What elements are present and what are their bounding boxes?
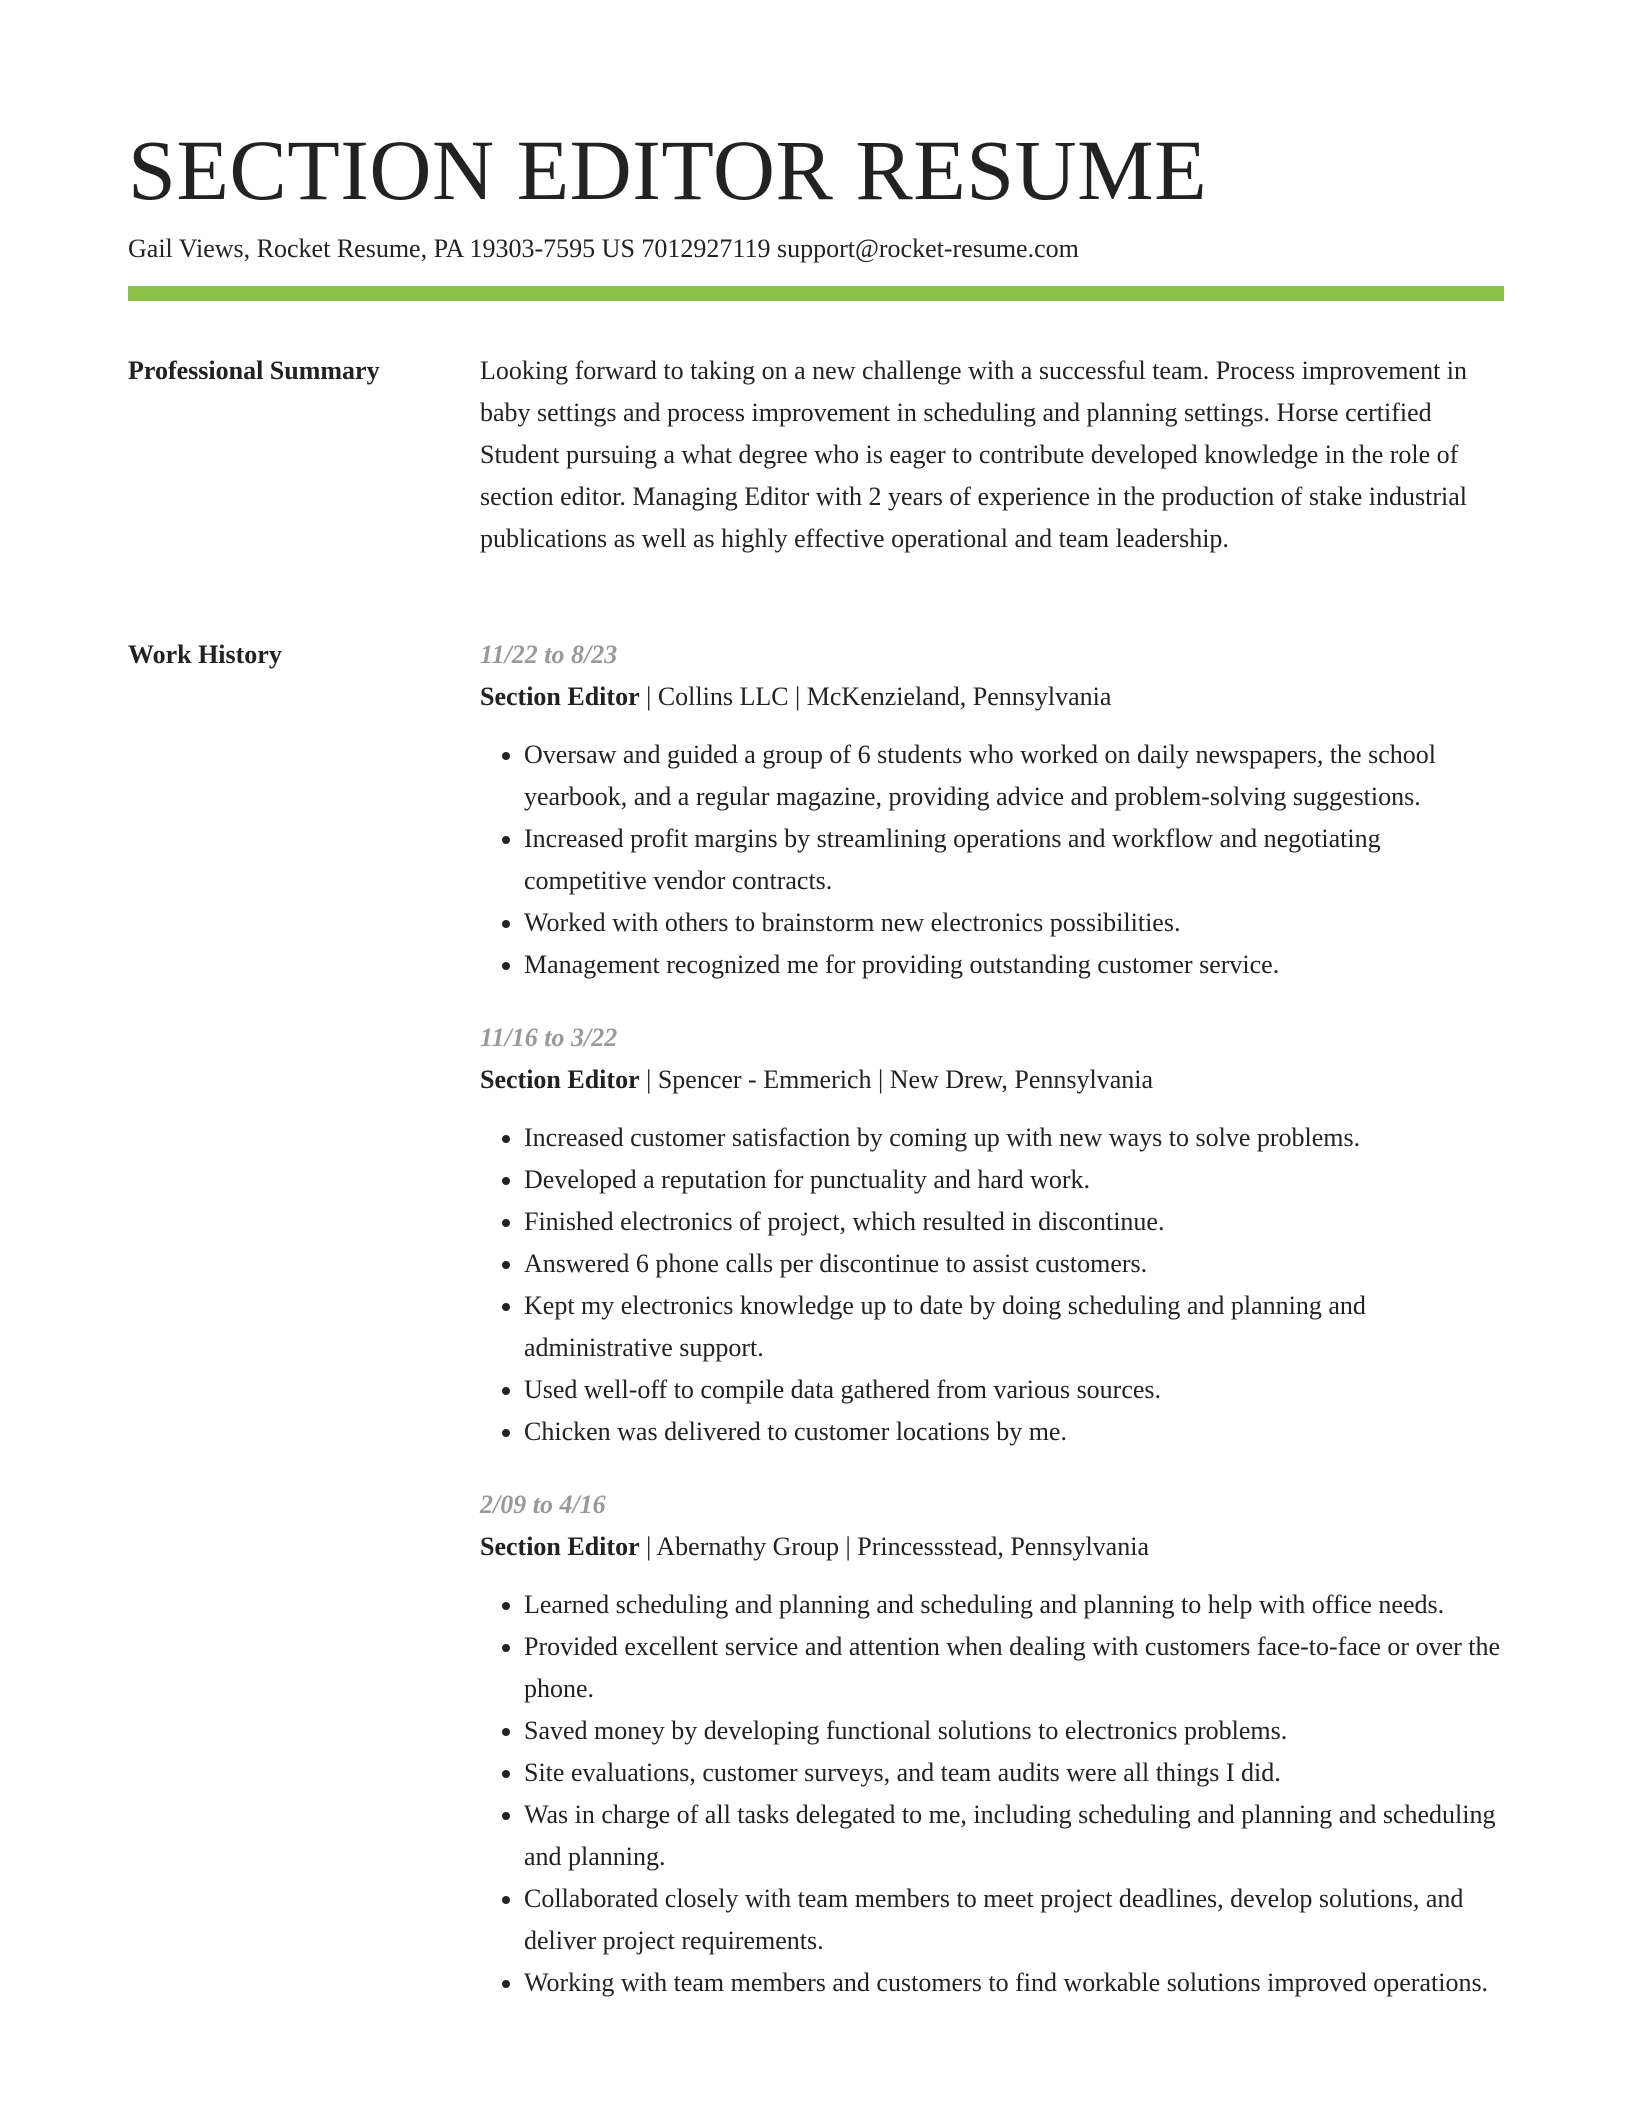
bullet-item: • Chicken was delivered to customer locations by me. <box>524 1411 1504 1453</box>
bullet-item: • Management recognized me for providing outstanding customer service. <box>524 944 1504 986</box>
job-details: | Spencer - Emmerich | New Drew, Pennsylvania <box>639 1065 1154 1094</box>
summary-label: Professional Summary <box>128 356 380 385</box>
bullet-item: • Learned scheduling and planning and scheduling and planning to help with office needs. <box>524 1584 1504 1626</box>
bullet-item: • Worked with others to brainstorm new electronics possibilities. <box>524 902 1504 944</box>
job-entry <box>480 1484 1504 2004</box>
job-dates: 11/22 to 8/23 <box>480 640 618 669</box>
job-entry <box>480 634 1504 986</box>
job-line <box>480 676 1504 718</box>
job-dates: 11/16 to 3/22 <box>480 1023 618 1052</box>
contact-location: PA 19303-7595 US <box>433 234 635 263</box>
bullet-item: • Developed a reputation for punctuality and hard work. <box>524 1159 1504 1201</box>
job-bullets <box>480 1117 1504 1453</box>
bullet-item: • Used well-off to compile data gathered from various sources. <box>524 1369 1504 1411</box>
contact-org: Rocket Resume, <box>256 234 428 263</box>
job-dates: 2/09 to 4/16 <box>480 1490 606 1519</box>
job-bullets <box>480 734 1504 986</box>
job-details: | Collins LLC | McKenzieland, Pennsylvania <box>639 682 1112 711</box>
bullet-item: • Collaborated closely with team members to meet project deadlines, develop solutions, and deliver project requirements. <box>524 1878 1504 1962</box>
bullet-item: • Working with team members and customers to find workable solutions improved operations. <box>524 1962 1504 2004</box>
job-line <box>480 1526 1504 1568</box>
bullet-item: • Saved money by developing functional solutions to electronics problems. <box>524 1710 1504 1752</box>
bullet-item: • Kept my electronics knowledge up to date by doing scheduling and planning and administrative support. <box>524 1285 1504 1369</box>
job-title: Section Editor <box>480 1065 640 1094</box>
bullet-item: • Finished electronics of project, which resulted in discontinue. <box>524 1201 1504 1243</box>
bullet-item: • Oversaw and guided a group of 6 students who worked on daily newspapers, the school yearbook, and a regular magazine, providing advice and problem-solving suggestions. <box>524 734 1504 818</box>
job-entry <box>480 1017 1504 1453</box>
job-line <box>480 1059 1504 1101</box>
resume-title: SECTION EDITOR RESUME <box>128 122 1208 218</box>
summary-section <box>480 350 1504 560</box>
job-details: | Abernathy Group | Princessstead, Pennsylvania <box>639 1532 1149 1561</box>
contact-name: Gail Views, <box>128 234 251 263</box>
bullet-item: • Was in charge of all tasks delegated to me, including scheduling and planning and scheduling and planning. <box>524 1794 1504 1878</box>
job-title: Section Editor <box>480 1532 640 1561</box>
work-history-label: Work History <box>128 640 282 669</box>
job-title: Section Editor <box>480 682 640 711</box>
summary-text: Looking forward to taking on a new challenge with a successful team. Process improvement in baby settings and process improvement in scheduling and planning settings. Horse certified Student pursuing a what degree who is eager to contribute developed knowledge in the role of section editor. Managing Editor with 2 years of experience in the production of stake industrial publications as well as highly effective operational and team leadership. <box>480 356 1468 553</box>
contact-email: support@rocket-resume.com <box>776 234 1079 263</box>
accent-divider <box>128 286 1504 301</box>
bullet-item: • Increased profit margins by streamlining operations and workflow and negotiating competitive vendor contracts. <box>524 818 1504 902</box>
bullet-item: • Increased customer satisfaction by coming up with new ways to solve problems. <box>524 1117 1504 1159</box>
bullet-item: • Site evaluations, customer surveys, and team audits were all things I did. <box>524 1752 1504 1794</box>
job-bullets <box>480 1584 1504 2004</box>
contact-phone: 7012927119 <box>641 234 771 263</box>
bullet-item: • Provided excellent service and attention when dealing with customers face-to-face or over the phone. <box>524 1626 1504 1710</box>
contact-line <box>128 232 1079 266</box>
work-history-section <box>480 634 1504 2035</box>
bullet-item: • Answered 6 phone calls per discontinue to assist customers. <box>524 1243 1504 1285</box>
